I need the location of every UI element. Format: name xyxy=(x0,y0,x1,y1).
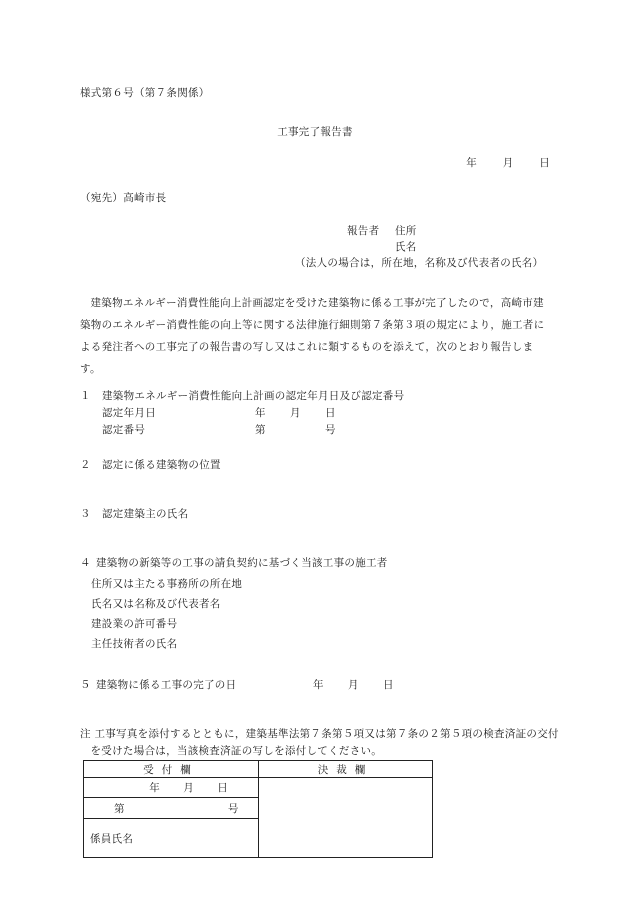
section-1-number: １ xyxy=(80,390,91,402)
contractor-name-label: 氏名又は名称及び代表者名 xyxy=(91,598,221,610)
completion-month-label: 月 xyxy=(348,679,359,691)
reporter-address-label: 住所 xyxy=(395,225,417,237)
reporter-label: 報告者 xyxy=(347,225,380,237)
document-title: 工事完了報告書 xyxy=(277,126,353,138)
certification-date-label: 認定年月日 xyxy=(102,407,156,419)
receipt-column-header: 受付欄 xyxy=(84,761,259,778)
receipt-number-cell[interactable] xyxy=(84,798,259,819)
section-3-title: 認定建築主の氏名 xyxy=(102,508,189,520)
addressee: （宛先）高崎市長 xyxy=(80,192,167,204)
staff-name-cell[interactable] xyxy=(84,819,259,858)
chief-engineer-label: 主任技術者の氏名 xyxy=(91,638,178,650)
staff-name-label: 係員氏名 xyxy=(90,832,134,845)
cert-year-label: 年 xyxy=(255,407,266,419)
construction-license-label: 建設業の許可番号 xyxy=(91,618,178,630)
date-year-label: 年 xyxy=(466,157,478,169)
contractor-address-label: 住所又は主たる事務所の所在地 xyxy=(91,578,243,590)
section-2-number: ２ xyxy=(80,459,91,471)
section-4-title: 建築物の新築等の工事の請負契約に基づく当該工事の施工者 xyxy=(96,557,388,569)
section-1-title: 建築物エネルギー消費性能向上計画の認定年月日及び認定番号 xyxy=(102,390,405,402)
reporter-name-label: 氏名 xyxy=(395,241,417,253)
form-number: 様式第６号（第７条関係） xyxy=(80,87,210,99)
cert-number-prefix: 第 xyxy=(255,424,266,436)
certification-number-label: 認定番号 xyxy=(102,424,146,436)
receipt-number-suffix: 号 xyxy=(227,802,239,815)
reporter-corporate-note: （法人の場合は，所在地，名称及び代表者の氏名） xyxy=(295,257,544,269)
section-5-number: ５ xyxy=(80,679,91,691)
decision-column-header: 決裁欄 xyxy=(259,761,433,778)
report-body-text: 建築物エネルギー消費性能向上計画認定を受けた建築物に係る工事が完了したので，高崎市建築物のエネルギー消費性能の向上等に関する法律施行細則第７条第３項の規定により，施工者による発注者への工事完了の報告書の写し又はこれに類するものを添えて，次のとおり報告します。 xyxy=(80,297,545,375)
section-5-title: 建築物に係る工事の完了の日 xyxy=(96,679,237,691)
section-4-number: ４ xyxy=(80,557,91,569)
decision-cell[interactable] xyxy=(259,778,433,858)
attachment-note: 注 工事写真を添付するとともに，建築基準法第７条第５項又は第７条の２第５項の検査済証の交付を受けた場合は，当該検査済証の写しを添付してください。 xyxy=(80,728,559,757)
receipt-number-prefix: 第 xyxy=(114,802,125,815)
completion-year-label: 年 xyxy=(313,679,324,691)
receipt-decision-table xyxy=(83,760,433,858)
completion-day-label: 日 xyxy=(383,679,394,691)
cert-day-label: 日 xyxy=(325,407,336,419)
cert-number-suffix: 号 xyxy=(325,424,336,436)
receipt-day-label: 日 xyxy=(217,782,228,794)
date-day-label: 日 xyxy=(539,157,550,169)
date-month-label: 月 xyxy=(502,157,514,169)
section-3-number: ３ xyxy=(80,508,91,520)
report-date xyxy=(444,156,550,170)
receipt-month-label: 月 xyxy=(183,782,194,794)
receipt-year-label: 年 xyxy=(149,782,160,794)
receipt-date-cell[interactable] xyxy=(84,778,259,798)
section-2-title: 認定に係る建築物の位置 xyxy=(102,459,221,471)
cert-month-label: 月 xyxy=(290,407,301,419)
